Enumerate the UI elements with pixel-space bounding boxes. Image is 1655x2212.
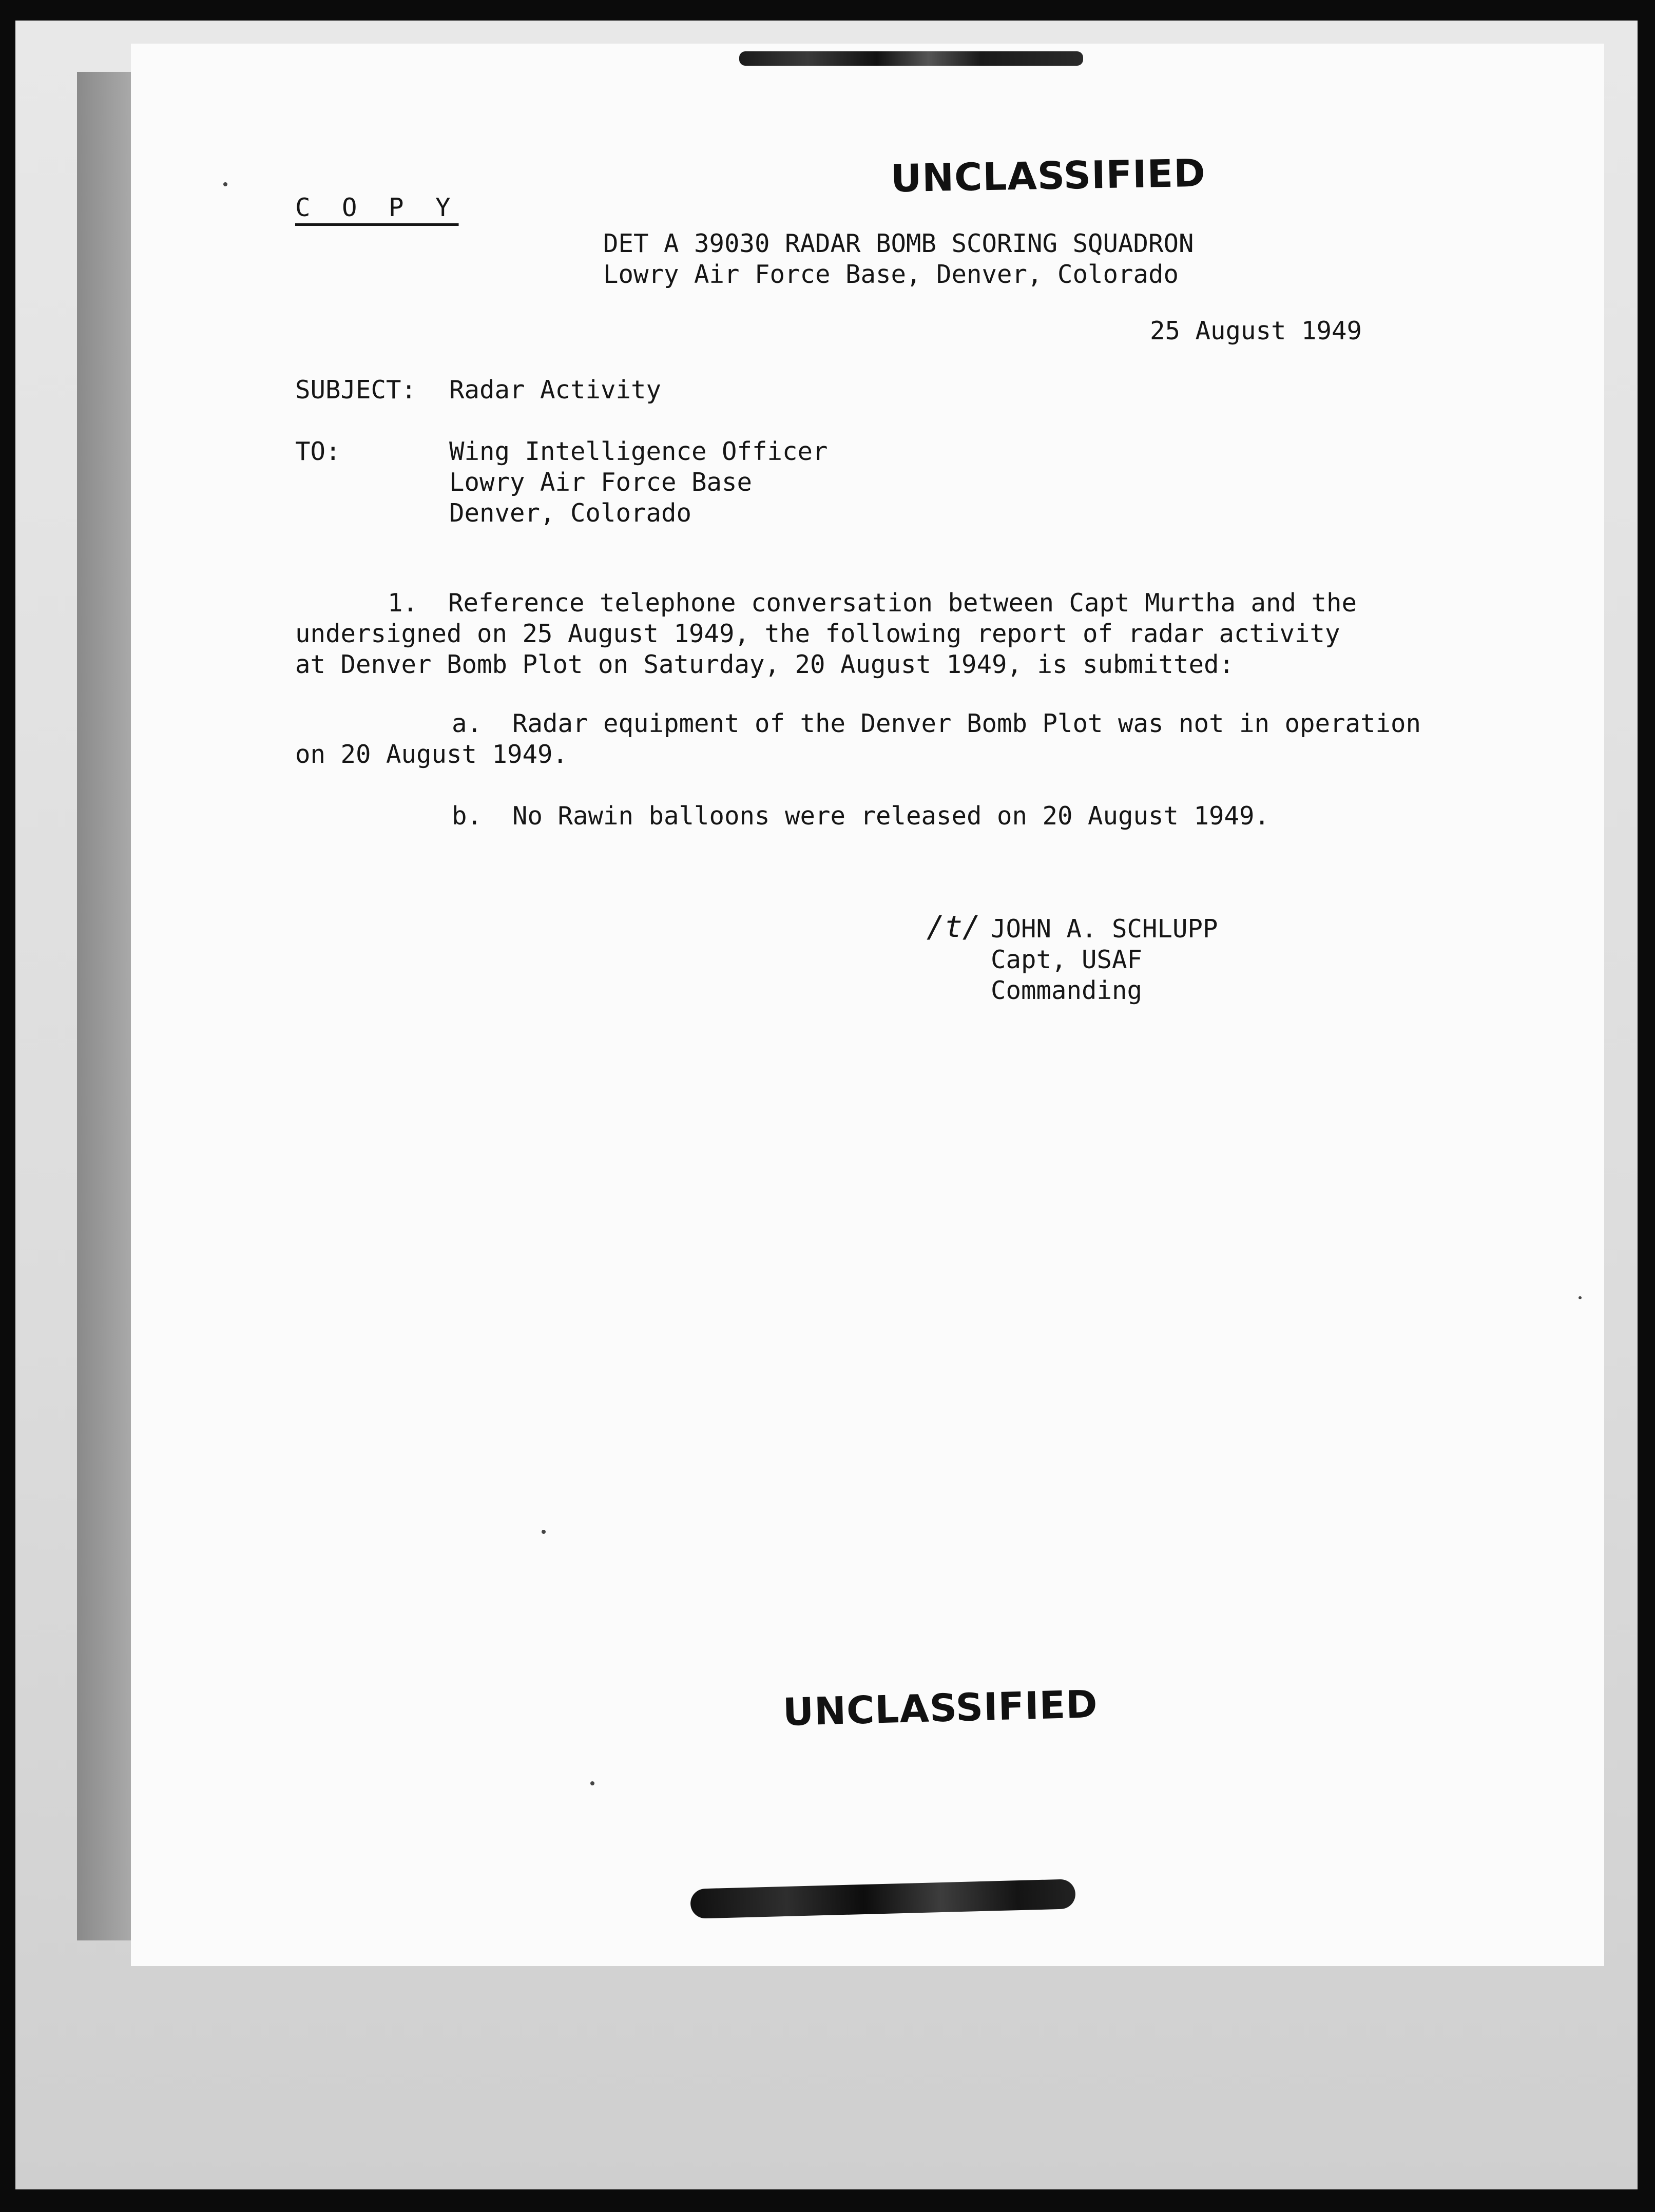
redaction-smear-bottom xyxy=(690,1879,1075,1919)
signature-mark: /t/ xyxy=(927,909,980,944)
subject-label: SUBJECT: xyxy=(295,375,417,405)
classification-stamp-top: UNCLASSIFIED xyxy=(890,151,1206,201)
to-line: Wing Intelligence Officer xyxy=(449,437,828,466)
to-label: TO: xyxy=(295,437,341,466)
item-a-line: on 20 August 1949. xyxy=(295,740,568,769)
paragraph-1-line: 1. Reference telephone conversation between Capt Murtha and the xyxy=(388,588,1357,618)
header-location: Lowry Air Force Base, Denver, Colorado xyxy=(603,260,1179,289)
item-b-line: b. No Rawin balloons were released on 20 August 1949. xyxy=(452,801,1270,831)
to-line: Denver, Colorado xyxy=(449,498,692,528)
paragraph-1-line: undersigned on 25 August 1949, the following report of radar activity xyxy=(295,619,1340,648)
signature-title: Commanding xyxy=(991,976,1143,1005)
signature-name: JOHN A. SCHLUPP xyxy=(991,914,1218,944)
dust-speck xyxy=(223,182,227,186)
document-page xyxy=(131,44,1604,1966)
classification-stamp-bottom: UNCLASSIFIED xyxy=(782,1682,1099,1735)
signature-rank: Capt, USAF xyxy=(991,945,1143,974)
redaction-smear-top xyxy=(739,51,1083,66)
header-unit: DET A 39030 RADAR BOMB SCORING SQUADRON xyxy=(603,229,1194,258)
document-date: 25 August 1949 xyxy=(1150,316,1362,345)
subject-value: Radar Activity xyxy=(449,375,662,405)
paragraph-1-line: at Denver Bomb Plot on Saturday, 20 August 1949, is submitted: xyxy=(295,650,1235,679)
copy-mark: C O P Y xyxy=(295,193,459,222)
dust-speck xyxy=(542,1530,546,1534)
to-line: Lowry Air Force Base xyxy=(449,468,753,497)
page-shadow-left xyxy=(77,72,131,1940)
item-a-line: a. Radar equipment of the Denver Bomb Plot was not in operation xyxy=(452,709,1421,738)
dust-speck xyxy=(590,1781,594,1785)
dust-speck xyxy=(1579,1296,1582,1299)
